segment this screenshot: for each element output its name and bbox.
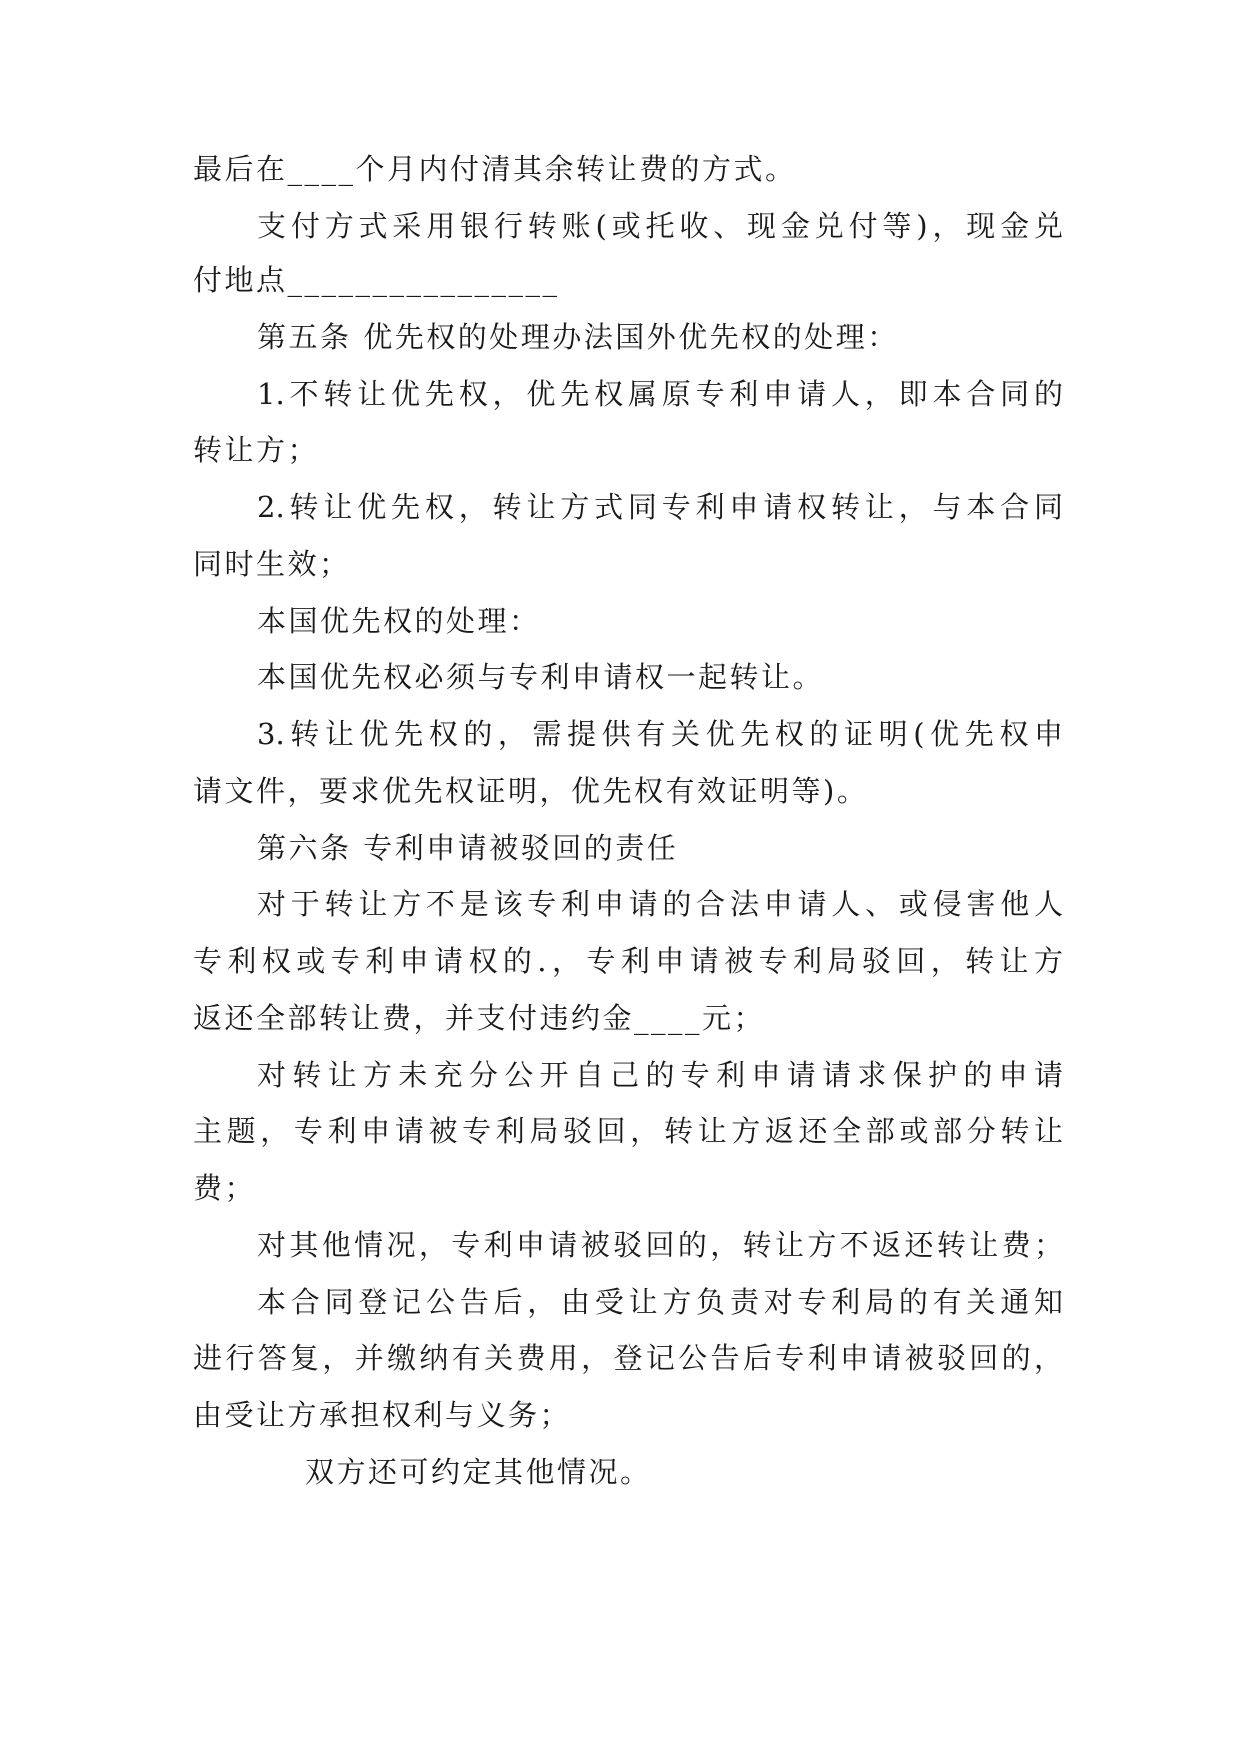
text-line: 2.转让优先权，转让方式同专利申请权转让，与本合同	[257, 490, 1063, 524]
text-line: 本国优先权必须与专利申请权一起转让。	[257, 660, 825, 694]
text-line: 请文件，要求优先权证明，优先权有效证明等)。	[193, 774, 869, 808]
text-line: 本国优先权的处理：	[257, 604, 541, 638]
text-line: 专利权或专利申请权的.，专利申请被专利局驳回，转让方	[193, 944, 1063, 978]
text-line: 同时生效；	[193, 547, 351, 581]
text-line: 付地点________________	[193, 263, 560, 297]
text-line: 对转让方未充分公开自己的专利申请请求保护的申请	[257, 1058, 1063, 1092]
text-line: 对其他情况，专利申请被驳回的，转让方不返还转让费；	[257, 1228, 1063, 1262]
text-line: 费；	[193, 1171, 257, 1205]
text-line: 进行答复，并缴纳有关费用，登记公告后专利申请被驳回的，	[193, 1341, 1063, 1375]
text-line: 主题，专利申请被专利局驳回，转让方返还全部或部分转让	[193, 1114, 1063, 1148]
section-heading: 第六条 专利申请被驳回的责任	[257, 831, 679, 865]
text-line: 转让方；	[193, 433, 320, 467]
section-heading: 第五条 优先权的处理办法国外优先权的处理：	[257, 320, 899, 354]
text-line: 本合同登记公告后，由受让方负责对专利局的有关通知	[257, 1285, 1063, 1319]
text-line: 返还全部转让费，并支付违约金____元；	[193, 1001, 766, 1035]
text-line: 最后在____个月内付清其余转让费的方式。	[193, 152, 797, 186]
text-line: 1.不转让优先权，优先权属原专利申请人，即本合同的	[257, 377, 1063, 411]
text-line: 对于转让方不是该专利申请的合法申请人、或侵害他人	[257, 887, 1063, 921]
text-line: 支付方式采用银行转账(或托收、现金兑付等)，现金兑	[257, 209, 1063, 243]
text-line: 由受让方承担权利与义务；	[193, 1398, 572, 1432]
text-line: 双方还可约定其他情况。	[305, 1455, 652, 1489]
text-line: 3.转让优先权的，需提供有关优先权的证明(优先权申	[257, 717, 1063, 751]
